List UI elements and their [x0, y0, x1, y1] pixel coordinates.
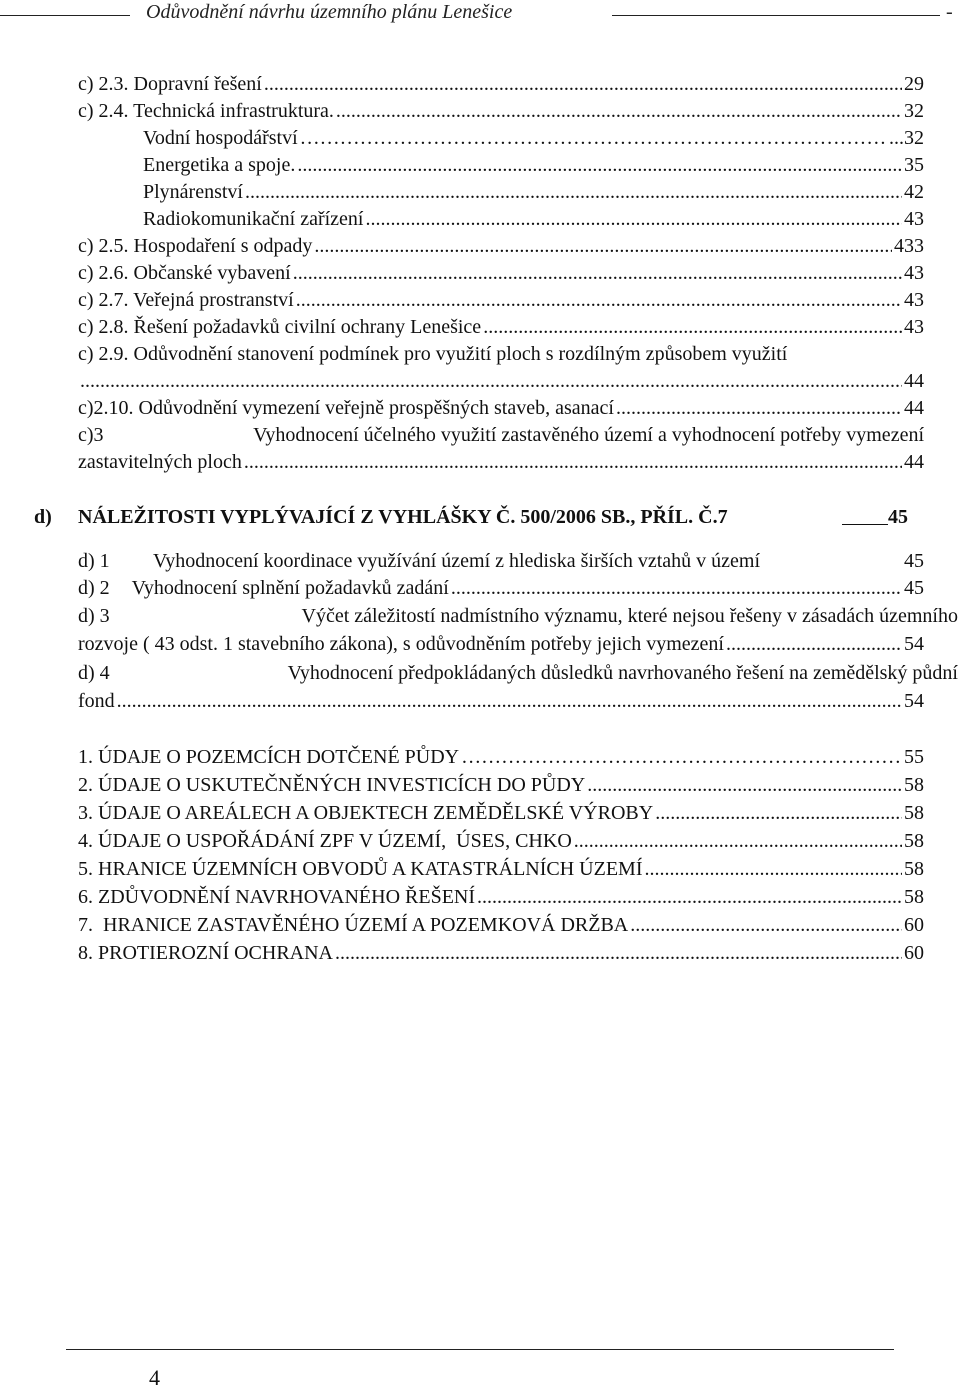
- toc-entry-page: 58: [904, 830, 924, 852]
- toc-entry-text[interactable]: [78, 423, 924, 447]
- toc-entry-text: c) 2.7. Veřejná prostranství: [78, 289, 294, 311]
- toc-entry-page: 35: [904, 154, 924, 176]
- toc-entry-page: 58: [904, 774, 924, 796]
- toc-entry-continuation[interactable]: [78, 450, 924, 474]
- toc-entry[interactable]: [78, 661, 958, 685]
- toc-entry-text[interactable]: [78, 342, 958, 366]
- toc-entry-text: Plynárenství: [143, 181, 243, 203]
- leader-dots: [655, 801, 902, 825]
- leader-dots: [726, 632, 902, 656]
- toc-entry-page: 58: [904, 858, 924, 880]
- toc-entry[interactable]: [78, 885, 924, 909]
- toc-entry[interactable]: [78, 801, 924, 825]
- leader-dots: [616, 396, 902, 420]
- leader-dots: [587, 773, 902, 797]
- leader-dots: [335, 941, 902, 965]
- toc-entry-text: 2. ÚDAJE O USKUTEČNĚNÝCH INVESTICÍCH DO PŮDY: [78, 774, 586, 796]
- toc-entry[interactable]: [78, 745, 924, 769]
- toc-entry[interactable]: [143, 207, 924, 231]
- section-d-label: d): [34, 506, 52, 528]
- toc-entry[interactable]: [78, 288, 924, 312]
- leader-dots: [461, 745, 902, 769]
- toc-entry-page: 43: [904, 289, 924, 311]
- toc-entry-label: c)3: [78, 424, 104, 446]
- toc-entry-page: 60: [904, 914, 924, 936]
- toc-entry-label: d) 3: [78, 605, 110, 627]
- leader-dots: [80, 369, 902, 393]
- toc-entry-page: 43: [904, 262, 924, 284]
- toc-entry-page: 44: [904, 397, 924, 419]
- toc-entry[interactable]: [78, 99, 924, 123]
- toc-entry-page: 44: [904, 451, 924, 473]
- toc-entry-continuation[interactable]: [78, 632, 924, 656]
- toc-entry-text: c) 2.8. Řešení požadavků civilní ochrany Lenešice: [78, 316, 482, 338]
- toc-entry-text: zastavitelných ploch: [78, 451, 242, 473]
- toc-entry-page: 55: [904, 746, 924, 768]
- section-d-page: 45: [888, 506, 908, 528]
- leader-dots: [245, 180, 902, 204]
- toc-entry[interactable]: [78, 913, 924, 937]
- toc-entry[interactable]: [78, 604, 958, 628]
- leader-dots: [244, 450, 902, 474]
- toc-entry[interactable]: [78, 576, 924, 600]
- toc-entry[interactable]: [78, 857, 924, 881]
- leader-dots: [336, 99, 902, 123]
- toc-entry-text: c) 2.3. Dopravní řešení: [78, 73, 262, 95]
- toc-entry-page: 43: [904, 208, 924, 230]
- toc-entry-text: Vyhodnocení splnění požadavků zadání: [131, 577, 449, 599]
- toc-entry[interactable]: [78, 315, 924, 339]
- leader-dots: [293, 261, 902, 285]
- leader-dots: [483, 315, 902, 339]
- toc-entry-text: c) 2.5. Hospodaření s odpady: [78, 235, 313, 257]
- leader-underline: [842, 504, 888, 525]
- toc-entry-label: d) 2: [78, 577, 110, 599]
- leader-dots: [365, 207, 902, 231]
- toc-entry-page: 32: [904, 100, 924, 122]
- toc-entry[interactable]: [78, 773, 924, 797]
- toc-entry-text: c) 2.4. Technická infrastruktura.: [78, 100, 334, 122]
- toc-entry-continuation[interactable]: [78, 369, 924, 393]
- toc-entry-continuation[interactable]: [78, 689, 924, 713]
- toc-entry-text: 8. PROTIEROZNÍ OCHRANA: [78, 942, 333, 964]
- toc-entry-text: Vyhodnocení koordinace využívání území z hlediska širších vztahů v území: [153, 550, 761, 572]
- toc-entry-text: Radiokomunikační zařízení: [143, 208, 364, 230]
- toc-entry-page: 58: [904, 886, 924, 908]
- toc-entry-page: 45: [904, 577, 924, 599]
- toc-entry[interactable]: [143, 153, 924, 177]
- toc-entry-page: 29: [904, 73, 924, 95]
- toc-entry-text: c) 2.6. Občanské vybavení: [78, 262, 291, 284]
- toc-entry-text-line: Výčet záležitostí nadmístního významu, které nejsou řešeny v zásadách územního: [301, 605, 958, 627]
- toc-entry-text-line: c) 2.9. Odůvodnění stanovení podmínek pro využití ploch s rozdílným způsobem využití: [78, 343, 788, 365]
- page-header: [0, 0, 960, 30]
- toc-entry-text: 1. ÚDAJE O POZEMCÍCH DOTČENÉ PŮDY: [78, 746, 460, 768]
- toc-entry[interactable]: [78, 72, 924, 96]
- toc-entry[interactable]: [143, 126, 924, 150]
- leader-dots: [300, 126, 887, 150]
- toc-entry[interactable]: [78, 396, 924, 420]
- toc-entry-page: 54: [904, 690, 924, 712]
- leader-dots: [630, 913, 902, 937]
- toc-entry-text-line: Vyhodnocení účelného využití zastavěného území a vyhodnocení potřeby vymezení: [253, 424, 924, 446]
- toc-entry-text: Vodní hospodářství: [143, 127, 298, 149]
- toc-entry[interactable]: [78, 549, 924, 573]
- toc-entry[interactable]: [78, 234, 924, 258]
- toc-entry-page: 42: [904, 181, 924, 203]
- toc-entry-text: 5. HRANICE ÚZEMNÍCH OBVODŮ A KATASTRÁLNÍCH ÚZEMÍ: [78, 858, 643, 880]
- leader-dots: [574, 829, 902, 853]
- leader-dots: [314, 234, 892, 258]
- toc-entry[interactable]: [78, 261, 924, 285]
- header-rule-right: [612, 15, 940, 16]
- toc-entry-text: 6. ZDŮVODNĚNÍ NAVRHOVANÉHO ŘEŠENÍ: [78, 886, 476, 908]
- toc-entry-page: 44: [904, 370, 924, 392]
- header-dash: -: [946, 1, 953, 23]
- leader-dots: [117, 689, 902, 713]
- toc-entry[interactable]: [143, 180, 924, 204]
- page-number: 4: [149, 1365, 160, 1390]
- toc-entry-text: Energetika a spoje.: [143, 154, 296, 176]
- leader-dots: [297, 153, 902, 177]
- toc-entry-text: rozvoje ( 43 odst. 1 stavebního zákona), s odůvodněním potřeby jejich vymezení: [78, 633, 724, 655]
- leader-dots: [296, 288, 902, 312]
- header-rule-left: [0, 15, 130, 16]
- toc-entry-text: fond: [78, 690, 115, 712]
- toc-entry-text: c)2.10. Odůvodnění vymezení veřejně prospěšných staveb, asanací: [78, 397, 614, 419]
- toc-entry-page: 433: [894, 235, 924, 257]
- section-d-title: NÁLEŽITOSTI VYPLÝVAJÍCÍ Z VYHLÁŠKY Č. 500/2006 SB., PŘÍL. Č.7: [78, 506, 728, 528]
- leader-dots: [451, 576, 902, 600]
- leader-dots: [477, 885, 902, 909]
- toc-entry-text-line: Vyhodnocení předpokládaných důsledků navrhovaného řešení na zemědělský půdní: [287, 662, 958, 684]
- toc-entry-page: ...32: [889, 127, 924, 149]
- toc-entry-page: 43: [904, 316, 924, 338]
- toc-entry-text: 3. ÚDAJE O AREÁLECH A OBJEKTECH ZEMĚDĚLSKÉ VÝROBY: [78, 802, 654, 824]
- toc-entry-page: 58: [904, 802, 924, 824]
- toc-entry-text: 7. HRANICE ZASTAVĚNÉHO ÚZEMÍ A POZEMKOVÁ DRŽBA: [78, 914, 629, 936]
- leader-dots: [645, 857, 902, 881]
- toc-entry-label: d) 4: [78, 662, 110, 684]
- leader-dots: [264, 72, 902, 96]
- toc-entry-label: d) 1: [78, 550, 110, 572]
- toc-entry[interactable]: [78, 941, 924, 965]
- header-title: Odůvodnění návrhu územního plánu Lenešice: [146, 1, 513, 23]
- toc-entry-page: 54: [904, 633, 924, 655]
- toc-entry[interactable]: [78, 829, 924, 853]
- section-d-heading[interactable]: [34, 504, 926, 530]
- footer-rule: [66, 1349, 894, 1350]
- toc-entry-text: 4. ÚDAJE O USPOŘÁDÁNÍ ZPF V ÚZEMÍ, ÚSES, CHKO: [78, 830, 572, 852]
- toc-entry-page: 45: [904, 550, 924, 572]
- toc-entry-page: 60: [904, 942, 924, 964]
